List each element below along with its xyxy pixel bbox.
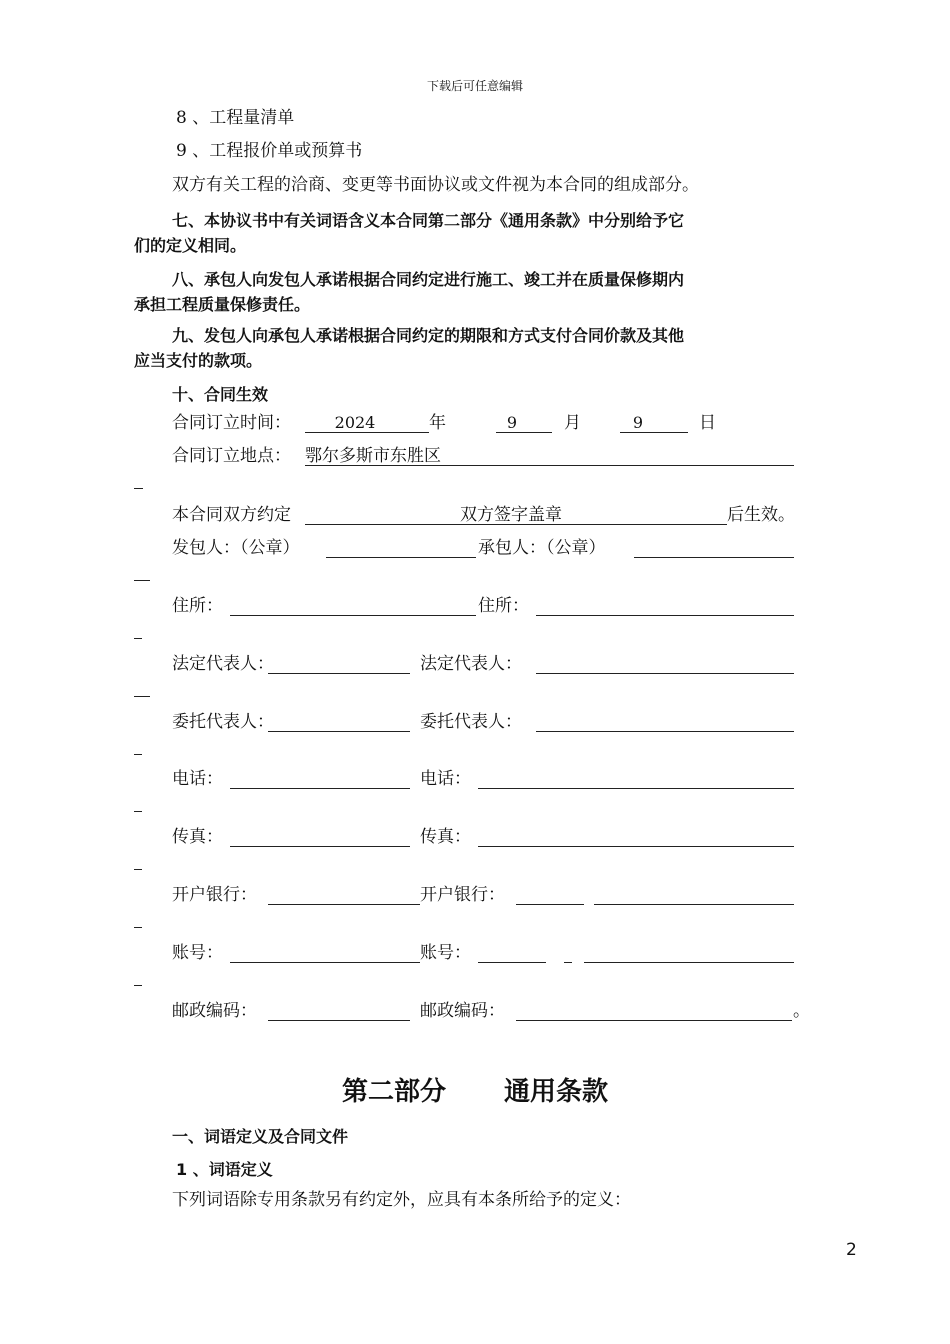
section-1-heading: 一、词语定义及合同文件 [172,1127,349,1146]
page-number: 2 [846,1240,857,1260]
party-end-mark: 。 [793,1001,810,1021]
party-left-5: 传真： [172,827,223,847]
part-two-heading [0,1071,950,1108]
clause-9-line2: 应当支付的款项。 [134,351,263,370]
party-left-6: 开户银行： [172,885,257,905]
party-left-0: 发包人：（公章） [172,538,300,558]
clause-7-line1: 七、本协议书中有关词语含义本合同第二部分《通用条款》中分别给予它 [172,211,685,230]
components-paragraph: 双方有关工程的洽商、变更等书面协议或文件视为本合同的组成部分。 [172,175,699,195]
list-item-8: 8 、工程量清单 [176,108,295,128]
page-header: 下载后可任意编辑 [426,79,523,93]
effect-value: 双方签字盖章 [460,505,562,525]
party-right-5: 传真： [420,827,471,847]
effect-suffix: 后生效。 [727,505,795,525]
sign-time-label: 合同订立时间： [172,413,291,433]
list-item-9: 9 、工程报价单或预算书 [176,141,363,161]
sign-day: 9 [632,413,644,432]
party-left-1: 住所： [172,596,223,616]
sign-place-value: 鄂尔多斯市东胜区 [305,446,441,466]
party-right-6: 开户银行： [420,885,505,905]
party-left-3: 委托代表人： [172,712,274,732]
party-left-2: 法定代表人： [172,654,274,674]
part-two-title: 通用条款 [504,1077,609,1107]
party-right-0: 承包人：（公章） [478,538,606,558]
section-1-1-heading: 1 、词语定义 [176,1160,273,1179]
party-right-2: 法定代表人： [420,654,522,674]
clause-7-line2: 们的定义相同。 [134,236,247,255]
day-label: 日 [699,413,716,433]
party-right-7: 账号： [420,943,471,963]
clause-10: 十、合同生效 [172,385,269,404]
party-right-1: 住所： [478,596,529,616]
party-left-4: 电话： [172,769,223,789]
party-right-4: 电话： [420,769,471,789]
effect-prefix: 本合同双方约定 [172,505,291,525]
section-1-text: 下列词语除专用条款另有约定外，应具有本条所给予的定义： [172,1190,631,1210]
clause-9-line1: 九、发包人向承包人承诺根据合同约定的期限和方式支付合同价款及其他 [172,326,685,345]
party-right-8: 邮政编码： [420,1001,505,1021]
party-right-3: 委托代表人： [420,712,522,732]
part-two-number: 第二部分 [341,1077,446,1107]
sign-month: 9 [506,413,518,432]
sign-year: 2024 [334,413,376,432]
sign-place-label: 合同订立地点： [172,446,291,466]
month-label: 月 [564,413,581,433]
party-left-7: 账号： [172,943,223,963]
year-label: 年 [429,413,446,433]
clause-8-line1: 八、承包人向发包人承诺根据合同约定进行施工、竣工并在质量保修期内 [172,270,685,289]
party-left-8: 邮政编码： [172,1001,257,1021]
clause-8-line2: 承担工程质量保修责任。 [134,295,311,314]
